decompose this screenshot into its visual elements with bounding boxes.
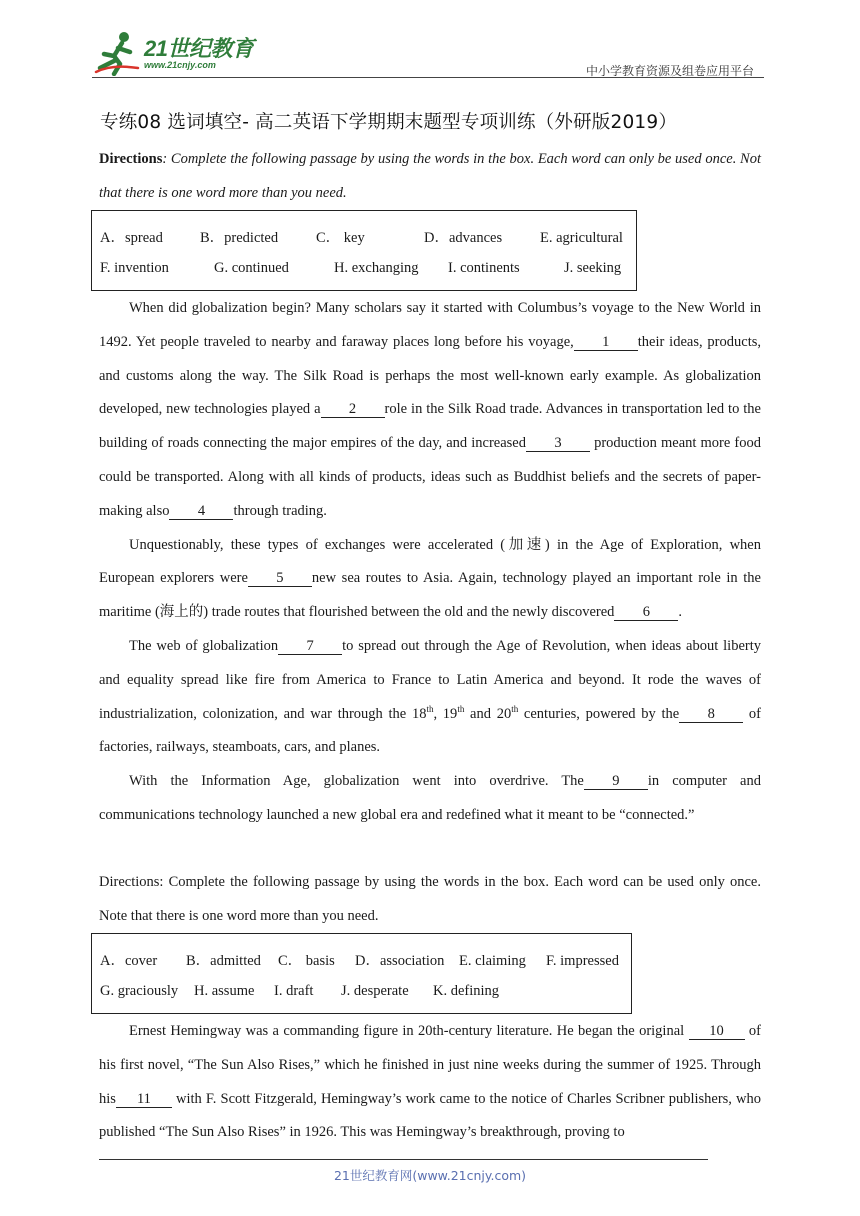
word-option: H. exchanging	[334, 260, 419, 276]
directions-label: Directions	[99, 151, 163, 167]
word-option: G. continued	[214, 260, 289, 276]
passage-text: centuries, powered by the	[518, 705, 680, 722]
passage-text: With the Information Age, globalization went into overdrive. The	[129, 773, 584, 790]
page-title: 专练08 选词填空- 高二英语下学期期末题型专项训练（外研版2019）	[100, 112, 678, 133]
superscript: th	[511, 703, 519, 714]
word-option: D．advances	[424, 230, 503, 246]
page-header	[92, 30, 762, 78]
passage-text: production meant more food could be transported. Along with all kinds of products, ideas such as Buddhist beliefs and the secrets of paper-making also	[99, 435, 761, 519]
answer-blank-7[interactable]: 7	[278, 638, 342, 655]
word-box-1-row-2	[100, 260, 621, 277]
passage-text: .	[678, 604, 683, 621]
word-option: E. claiming	[459, 953, 526, 969]
word-option: C． key	[316, 230, 365, 246]
answer-blank-3[interactable]: 3	[526, 435, 590, 452]
header-divider	[92, 77, 764, 78]
word-option: I. draft	[274, 983, 314, 999]
answer-blank-11[interactable]: 11	[116, 1091, 172, 1108]
word-box-2-row-1	[100, 949, 619, 970]
site-logo	[92, 30, 262, 76]
word-option: D．association	[355, 953, 445, 969]
word-option: I. continents	[448, 260, 520, 276]
answer-blank-2[interactable]: 2	[321, 401, 385, 418]
passage-text: their ideas, products, and customs along the way. The Silk Road is perhaps the most well-known early example. As globalization developed, new technologies played a	[99, 333, 761, 418]
word-box-1-row-1	[100, 226, 623, 247]
answer-blank-9[interactable]: 9	[584, 773, 648, 790]
word-option: B．predicted	[200, 230, 279, 246]
passage-2	[99, 1015, 761, 1150]
answer-blank-6[interactable]: 6	[614, 604, 678, 621]
directions-text-2: Directions: Complete the following passage by using the words in the box. Each word can be used only once. Note that there is one word more than you need.	[99, 874, 761, 924]
passage-text: of factories, railways, steamboats, cars, and planes.	[99, 705, 761, 756]
word-option: K. defining	[433, 983, 500, 999]
passage-text: new sea routes to Asia. Again, technology played an important role in the maritime (海上的) trade routes that flourished between the old and the newly discovered	[99, 570, 761, 621]
passage-text: through trading.	[233, 502, 327, 519]
word-box-2-row-2	[100, 983, 499, 1000]
runner-logo-icon	[92, 30, 142, 76]
word-option: A．cover	[100, 953, 158, 969]
superscript: th	[426, 703, 434, 714]
passage-text: When did globalization begin? Many scholars say it started with Columbus’s voyage to the New World in 1492. Yet people traveled to nearby and faraway places long before his voyage,	[99, 300, 761, 350]
passage-paragraph	[99, 1015, 761, 1150]
header-platform-text: 中小学教育资源及组卷应用平台	[585, 64, 754, 78]
passage-paragraph	[99, 292, 761, 529]
passage-paragraph	[99, 630, 761, 765]
word-option: B．admitted	[186, 953, 261, 969]
answer-blank-5[interactable]: 5	[248, 570, 312, 587]
word-option: A．spread	[100, 230, 163, 246]
passage-text: in computer and communications technology launched a new global era and redefined what it meant to be “connected.”	[99, 773, 761, 823]
word-option: F. invention	[100, 260, 169, 276]
word-option: J. seeking	[564, 260, 622, 276]
passage-paragraph	[99, 529, 761, 630]
page-footer: 21世纪教育网(www.21cnjy.com)	[333, 1168, 527, 1183]
passage-text: , 19	[433, 705, 458, 722]
passage-text: role in the Silk Road trade. Advances in transportation led to the building of roads connecting the major empires of the day, and increased	[99, 401, 761, 452]
footer-divider	[99, 1159, 708, 1160]
passage-text: Unquestionably, these types of exchanges were accelerated (加速) in the Age of Exploration, when European explorers were	[99, 536, 761, 587]
passage-text: to spread out through the Age of Revolution, when ideas about liberty and equality spread like fire from America to France to Latin America and beyond. It rode the waves of industrialization, colonization, and war through the 18	[99, 637, 761, 722]
superscript: th	[457, 703, 465, 714]
word-option: J. desperate	[341, 983, 409, 999]
word-option: C． basis	[278, 953, 335, 969]
answer-blank-4[interactable]: 4	[169, 503, 233, 520]
directions-1	[99, 143, 761, 211]
passage-1	[99, 292, 761, 833]
word-option: H. assume	[194, 983, 255, 999]
word-box-2	[91, 933, 632, 1014]
passage-text: The web of globalization	[129, 637, 279, 654]
logo-url: www.21cnjy.com	[144, 60, 216, 70]
word-box-1	[91, 210, 637, 291]
passage-text: and 20	[464, 705, 512, 722]
word-option: E. agricultural	[540, 230, 623, 246]
logo-text: 21世纪教育	[144, 36, 254, 61]
directions-text: : Complete the following passage by using the words in the box. Each word can only be used once. Not that there is one word more than you need.	[99, 151, 761, 201]
word-option: F. impressed	[546, 953, 619, 969]
passage-text: with F. Scott Fitzgerald, Hemingway’s work came to the notice of Charles Scribner publishers, who published “The Sun Also Rises” in 1926. This was Hemingway’s breakthrough, proving to	[99, 1090, 761, 1141]
directions-2	[99, 866, 761, 934]
answer-blank-8[interactable]: 8	[679, 706, 743, 723]
passage-text: Ernest Hemingway was a commanding figure in 20th-century literature. He began the original	[129, 1023, 689, 1039]
passage-paragraph	[99, 765, 761, 833]
answer-blank-1[interactable]: 1	[574, 334, 638, 351]
answer-blank-10[interactable]: 10	[689, 1023, 745, 1040]
word-option: G. graciously	[100, 983, 179, 999]
passage-text: of his first novel, “The Sun Also Rises,” which he finished in just nine weeks during the summer of 1925. Through his	[99, 1023, 761, 1107]
